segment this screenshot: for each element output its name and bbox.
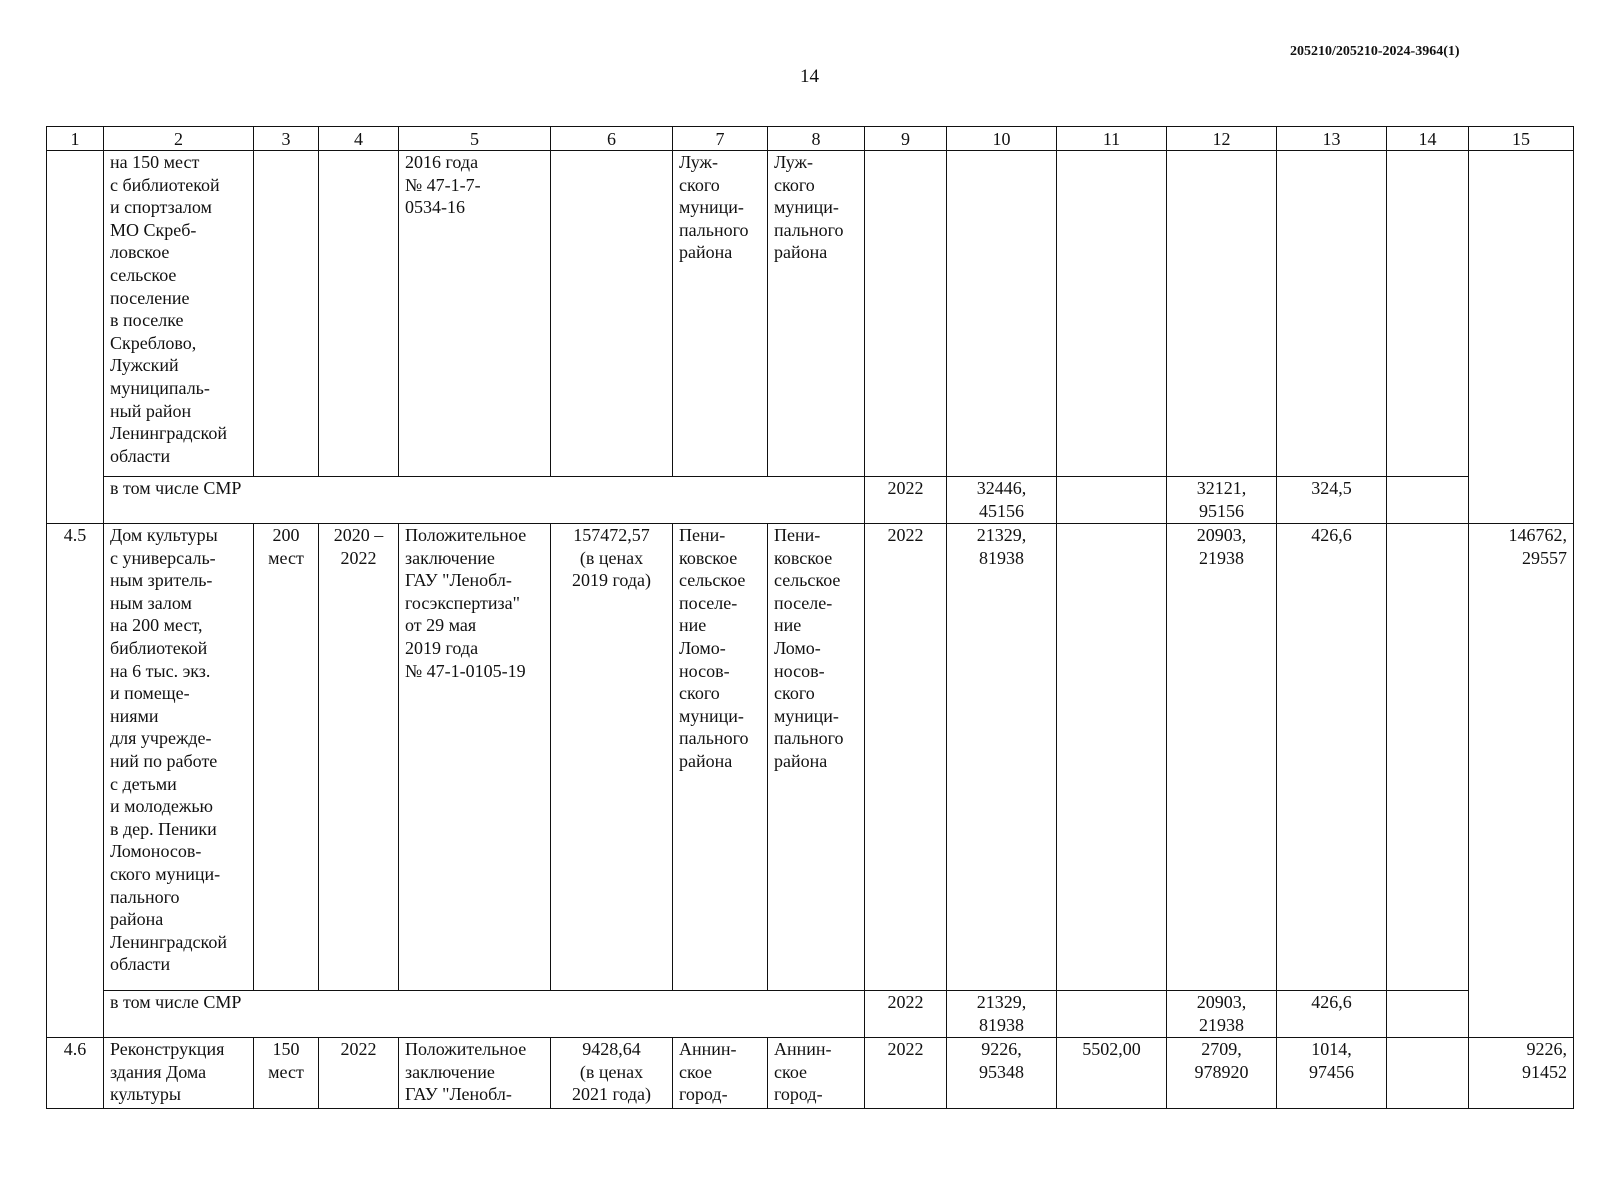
period-cell: [319, 151, 399, 477]
cost-cell: 9428,64 (в ценах 2021 года): [551, 1038, 673, 1109]
budget-table: [46, 126, 1574, 1109]
row-number-cell: 4.6: [47, 1038, 104, 1109]
year-cell: 2022: [865, 1038, 947, 1109]
total-cell: 32446, 45156: [947, 477, 1057, 524]
expertise-cell: Положительное заключение ГАУ "Ленобл-: [399, 1038, 551, 1109]
total-cell: 21329, 81938: [947, 991, 1057, 1038]
remaining-cell: 9226, 91452: [1469, 1038, 1574, 1109]
table-row: [47, 524, 1574, 991]
period-cell: 2020 – 2022: [319, 524, 399, 991]
owner-cell: Пени- ковское сельское поселе- ние Ломо- носов- ского муници- пального района: [768, 524, 865, 991]
period-cell: 2022: [319, 1038, 399, 1109]
other-cell: [1387, 1038, 1469, 1109]
column-header: 2: [104, 127, 254, 151]
other-cell: [1387, 151, 1469, 477]
column-header: 6: [551, 127, 673, 151]
cost-cell: 157472,57 (в ценах 2019 года): [551, 524, 673, 991]
expertise-cell: Положительное заключение ГАУ "Ленобл- госэкспертиза" от 29 мая 2019 года № 47-1-0105-19: [399, 524, 551, 991]
year-cell: 2022: [865, 477, 947, 524]
local-cell: [1277, 151, 1387, 477]
owner-cell: Аннин- ское город-: [768, 1038, 865, 1109]
column-header: 15: [1469, 127, 1574, 151]
column-header: 5: [399, 127, 551, 151]
column-header: 11: [1057, 127, 1167, 151]
table-row-smr: [47, 991, 1574, 1038]
object-name-cell: Реконструкция здания Дома культуры: [104, 1038, 254, 1109]
capacity-cell: 150 мест: [254, 1038, 319, 1109]
column-header: 12: [1167, 127, 1277, 151]
federal-cell: [1057, 524, 1167, 991]
total-cell: 9226, 95348: [947, 1038, 1057, 1109]
capacity-cell: 200 мест: [254, 524, 319, 991]
column-header: 8: [768, 127, 865, 151]
remaining-cell: 146762, 29557: [1469, 524, 1574, 1038]
table-row: [47, 151, 1574, 477]
object-name-cell: Дом культуры с универсаль- ным зритель- ным залом на 200 мест, библиотекой на 6 тыс. экз. и помеще- ниями для учрежде- ний по работе с детьми и молодежью в дер. Пеники Ломоносов- ского муници- пального района Ленинградской области: [104, 524, 254, 991]
total-cell: 21329, 81938: [947, 524, 1057, 991]
column-header: 3: [254, 127, 319, 151]
local-cell: 426,6: [1277, 991, 1387, 1038]
year-cell: [865, 151, 947, 477]
owner-cell: Луж- ского муници- пального района: [768, 151, 865, 477]
customer-cell: Луж- ского муници- пального района: [673, 151, 768, 477]
federal-cell: [1057, 991, 1167, 1038]
federal-cell: [1057, 477, 1167, 524]
column-header: 13: [1277, 127, 1387, 151]
row-number-cell: [47, 151, 104, 524]
column-header: 10: [947, 127, 1057, 151]
federal-cell: 5502,00: [1057, 1038, 1167, 1109]
regional-cell: 32121, 95156: [1167, 477, 1277, 524]
total-cell: [947, 151, 1057, 477]
capacity-cell: [254, 151, 319, 477]
column-header: 7: [673, 127, 768, 151]
table-header-row: [47, 127, 1574, 151]
regional-cell: [1167, 151, 1277, 477]
object-name-cell: на 150 мест с библиотекой и спортзалом МО Скреб- ловское сельское поселение в поселке Скреблово, Лужский муниципаль- ный район Ленинградской области: [104, 151, 254, 477]
column-header: 1: [47, 127, 104, 151]
local-cell: 1014, 97456: [1277, 1038, 1387, 1109]
remaining-cell: [1469, 151, 1574, 524]
column-header: 4: [319, 127, 399, 151]
column-header: 9: [865, 127, 947, 151]
column-header: 14: [1387, 127, 1469, 151]
cost-cell: [551, 151, 673, 477]
federal-cell: [1057, 151, 1167, 477]
other-cell: [1387, 477, 1469, 524]
smr-label: в том числе СМР: [104, 477, 865, 524]
page-number: 14: [800, 66, 819, 87]
regional-cell: 2709, 978920: [1167, 1038, 1277, 1109]
expertise-cell: 2016 года № 47-1-7- 0534-16: [399, 151, 551, 477]
table-row: [47, 1038, 1574, 1109]
year-cell: 2022: [865, 991, 947, 1038]
customer-cell: Пени- ковское сельское поселе- ние Ломо- носов- ского муници- пального района: [673, 524, 768, 991]
table-row-smr: [47, 477, 1574, 524]
row-number-cell: 4.5: [47, 524, 104, 1038]
smr-label: в том числе СМР: [104, 991, 865, 1038]
year-cell: 2022: [865, 524, 947, 991]
other-cell: [1387, 991, 1469, 1038]
other-cell: [1387, 524, 1469, 991]
local-cell: 324,5: [1277, 477, 1387, 524]
regional-cell: 20903, 21938: [1167, 991, 1277, 1038]
regional-cell: 20903, 21938: [1167, 524, 1277, 991]
customer-cell: Аннин- ское город-: [673, 1038, 768, 1109]
local-cell: 426,6: [1277, 524, 1387, 991]
document-id: 205210/205210-2024-3964(1): [1290, 44, 1460, 59]
